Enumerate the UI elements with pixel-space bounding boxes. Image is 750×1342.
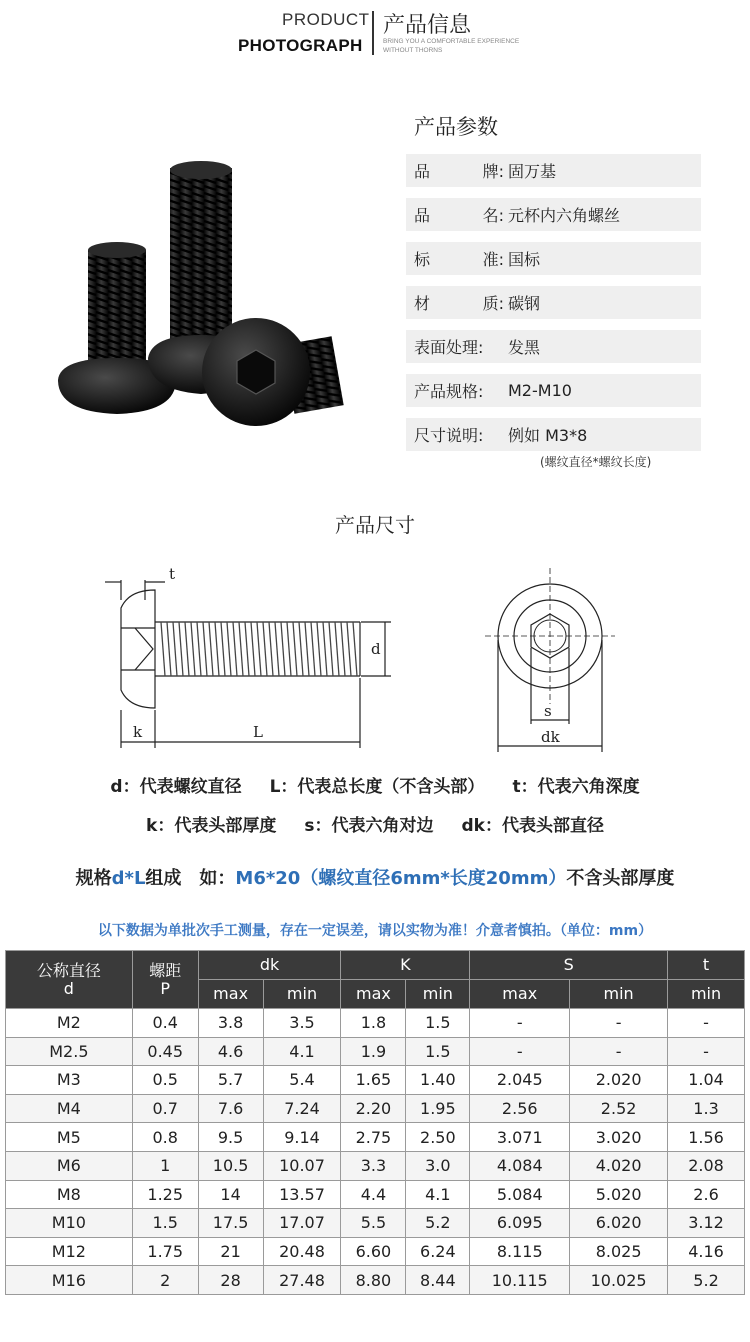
dim-label-s: s	[544, 702, 552, 720]
table-cell: 3.020	[570, 1123, 668, 1152]
legend-d: d：代表螺纹直径	[110, 777, 242, 797]
header-cn-title: 产品信息	[383, 13, 472, 38]
product-photo	[48, 150, 358, 450]
table-cell: 1.3	[668, 1094, 745, 1123]
param-label-part: 尺寸说明:	[414, 426, 484, 445]
th-dk-min: min	[263, 980, 341, 1009]
param-label-part: 名:	[482, 206, 504, 225]
table-cell: 5.4	[263, 1066, 341, 1095]
table-cell: 1.75	[132, 1237, 198, 1266]
table-cell: 5.2	[406, 1209, 470, 1238]
table-cell: 13.57	[263, 1180, 341, 1209]
table-cell: 1.8	[341, 1009, 406, 1038]
table-cell: 4.6	[198, 1037, 263, 1066]
dim-label-dk: dk	[541, 728, 560, 746]
table-cell: 4.4	[341, 1180, 406, 1209]
table-cell: 3.071	[470, 1123, 570, 1152]
param-value: 发黑	[508, 338, 541, 357]
param-value: 固万基	[508, 162, 557, 181]
table-row	[6, 1123, 745, 1152]
table-cell: 2	[132, 1266, 198, 1295]
param-row	[406, 242, 701, 275]
spec-dl: d*L	[111, 868, 146, 889]
th-k-min: min	[406, 980, 470, 1009]
th-pitch	[132, 951, 198, 1009]
table-cell: 3.12	[668, 1209, 745, 1238]
table-cell: M12	[6, 1237, 133, 1266]
table-cell: 0.7	[132, 1094, 198, 1123]
param-row	[406, 374, 701, 407]
spec-suffix: 不含头部厚度	[566, 868, 675, 889]
param-row	[406, 154, 701, 187]
table-cell: 3.3	[341, 1151, 406, 1180]
table-cell: -	[470, 1009, 570, 1038]
th-diameter-sym: d	[63, 978, 74, 998]
table-cell: 8.44	[406, 1266, 470, 1295]
th-diameter-cn: 公称直径	[36, 960, 101, 980]
table-cell: -	[668, 1009, 745, 1038]
table-cell: M5	[6, 1123, 133, 1152]
table-cell: 5.020	[570, 1180, 668, 1209]
param-row	[406, 418, 701, 451]
legend-k: k：代表头部厚度	[146, 816, 277, 836]
table-cell: 2.6	[668, 1180, 745, 1209]
spec-mid: 组成 如：	[145, 868, 236, 889]
param-label-part: 品	[414, 162, 431, 181]
th-s-min: min	[570, 980, 668, 1009]
legend-s: s：代表六角对边	[304, 816, 434, 836]
dimensions-title: 产品尺寸	[335, 513, 415, 537]
table-cell: 17.07	[263, 1209, 341, 1238]
header-en-photograph: PHOTOGRAPH	[238, 36, 363, 55]
table-row	[6, 1266, 745, 1295]
table-row	[6, 1237, 745, 1266]
header-subtitle-line2: WITHOUT THORNS	[383, 47, 443, 54]
table-cell: 4.1	[406, 1180, 470, 1209]
table-cell: 10.5	[198, 1151, 263, 1180]
th-k: K	[341, 951, 470, 980]
table-cell: M3	[6, 1066, 133, 1095]
th-s: S	[470, 951, 668, 980]
spec-prefix: 规格	[75, 868, 112, 889]
table-cell: -	[668, 1037, 745, 1066]
header-subtitle-line1: BRING YOU A COMFORTABLE EXPERIENCE	[383, 38, 520, 45]
table-cell: 6.24	[406, 1237, 470, 1266]
table-cell: 1	[132, 1151, 198, 1180]
table-cell: 2.75	[341, 1123, 406, 1152]
legend-L: L：代表总长度（不含头部）	[269, 777, 485, 797]
table-cell: 7.24	[263, 1094, 341, 1123]
table-cell: 10.025	[570, 1266, 668, 1295]
table-cell: 9.5	[198, 1123, 263, 1152]
param-row	[406, 198, 701, 231]
th-t: t	[668, 951, 745, 980]
table-cell: 7.6	[198, 1094, 263, 1123]
table-cell: 3.8	[198, 1009, 263, 1038]
table-cell: 6.60	[341, 1237, 406, 1266]
header-divider	[372, 11, 374, 55]
spec-line	[0, 864, 750, 890]
dim-label-k: k	[133, 723, 143, 741]
param-value: 国标	[508, 250, 541, 269]
header-subtitle	[383, 37, 523, 55]
spec-table	[5, 950, 745, 1295]
param-value: M2-M10	[508, 381, 572, 400]
param-label	[414, 423, 504, 446]
table-cell: 5.084	[470, 1180, 570, 1209]
th-dk-max: max	[198, 980, 263, 1009]
legend-dk: dk：代表头部直径	[461, 816, 604, 836]
table-cell: 3.0	[406, 1151, 470, 1180]
table-row	[6, 1180, 745, 1209]
table-cell: 5.5	[341, 1209, 406, 1238]
table-cell: 1.25	[132, 1180, 198, 1209]
th-t-min: min	[668, 980, 745, 1009]
table-cell: 2.52	[570, 1094, 668, 1123]
param-label-part: 牌:	[482, 162, 504, 181]
table-cell: 5.2	[668, 1266, 745, 1295]
param-label	[414, 203, 504, 226]
th-pitch-sym: P	[160, 978, 171, 998]
param-label	[414, 291, 504, 314]
table-cell: 5.7	[198, 1066, 263, 1095]
param-label-part: 材	[414, 294, 431, 313]
param-row	[406, 330, 701, 363]
table-cell: M4	[6, 1094, 133, 1123]
section-header	[0, 8, 750, 58]
table-cell: M2.5	[6, 1037, 133, 1066]
table-cell: M6	[6, 1151, 133, 1180]
params-title: 产品参数	[414, 115, 498, 139]
table-cell: 2.20	[341, 1094, 406, 1123]
table-cell: 6.095	[470, 1209, 570, 1238]
table-cell: 2.045	[470, 1066, 570, 1095]
dim-label-L: L	[253, 723, 263, 741]
table-cell: 1.40	[406, 1066, 470, 1095]
table-row	[6, 1094, 745, 1123]
table-cell: 8.80	[341, 1266, 406, 1295]
param-label-part: 产品规格:	[414, 382, 484, 401]
table-cell: 0.4	[132, 1009, 198, 1038]
params-note: (螺纹直径*螺纹长度)	[540, 455, 652, 469]
table-cell: 4.1	[263, 1037, 341, 1066]
table-cell: 21	[198, 1237, 263, 1266]
table-cell: 4.084	[470, 1151, 570, 1180]
table-cell: 2.56	[470, 1094, 570, 1123]
table-cell: 10.07	[263, 1151, 341, 1180]
dim-label-t: t	[169, 565, 176, 583]
header-en-product: PRODUCT	[282, 10, 370, 29]
param-label-part: 准:	[482, 250, 504, 269]
table-cell: 0.45	[132, 1037, 198, 1066]
param-value: 元杯内六角螺丝	[508, 206, 621, 225]
param-value: 碳钢	[508, 294, 541, 313]
table-cell: 14	[198, 1180, 263, 1209]
table-cell: 1.9	[341, 1037, 406, 1066]
th-s-max: max	[470, 980, 570, 1009]
table-cell: 1.5	[132, 1209, 198, 1238]
table-cell: M2	[6, 1009, 133, 1038]
param-label	[414, 335, 504, 358]
legend-line-1	[0, 772, 750, 797]
th-dk: dk	[198, 951, 341, 980]
table-cell: M16	[6, 1266, 133, 1295]
table-cell: 0.5	[132, 1066, 198, 1095]
table-cell: 1.95	[406, 1094, 470, 1123]
params-list	[406, 154, 701, 462]
measurement-notice: 以下数据为单批次手工测量，存在一定误差，请以实物为准！介意者慎拍。（单位：mm）	[97, 923, 653, 939]
table-cell: 0.8	[132, 1123, 198, 1152]
table-cell: 27.48	[263, 1266, 341, 1295]
table-cell: 9.14	[263, 1123, 341, 1152]
table-cell: 2.08	[668, 1151, 745, 1180]
spec-table-body	[6, 1009, 745, 1295]
table-cell: 28	[198, 1266, 263, 1295]
table-cell: 2.020	[570, 1066, 668, 1095]
table-cell: 1.5	[406, 1037, 470, 1066]
table-row	[6, 1066, 745, 1095]
table-cell: M10	[6, 1209, 133, 1238]
dimension-diagram	[95, 560, 635, 760]
table-cell: 4.020	[570, 1151, 668, 1180]
dim-label-d: d	[371, 640, 381, 658]
param-label	[414, 247, 504, 270]
th-pitch-cn: 螺距	[149, 960, 182, 980]
table-cell: 8.025	[570, 1237, 668, 1266]
table-row	[6, 1037, 745, 1066]
table-row	[6, 1151, 745, 1180]
legend-t: t：代表六角深度	[512, 777, 640, 797]
table-row	[6, 1009, 745, 1038]
table-cell: 8.115	[470, 1237, 570, 1266]
table-cell: 3.5	[263, 1009, 341, 1038]
th-diameter	[6, 951, 133, 1009]
table-cell: 17.5	[198, 1209, 263, 1238]
table-cell: 6.020	[570, 1209, 668, 1238]
table-cell: 1.04	[668, 1066, 745, 1095]
legend-line-2	[0, 811, 750, 836]
table-cell: 1.65	[341, 1066, 406, 1095]
param-label-part: 标	[414, 250, 431, 269]
table-cell: -	[570, 1009, 668, 1038]
spec-example: M6*20（螺纹直径6mm*长度20mm）	[235, 868, 567, 889]
table-cell: -	[470, 1037, 570, 1066]
table-row	[6, 1209, 745, 1238]
table-cell: 1.56	[668, 1123, 745, 1152]
table-cell: M8	[6, 1180, 133, 1209]
table-cell: 1.5	[406, 1009, 470, 1038]
param-label	[414, 379, 504, 402]
param-label-part: 质:	[482, 294, 504, 313]
table-cell: 4.16	[668, 1237, 745, 1266]
table-cell: 20.48	[263, 1237, 341, 1266]
param-row	[406, 286, 701, 319]
th-k-max: max	[341, 980, 406, 1009]
table-cell: 10.115	[470, 1266, 570, 1295]
param-label-part: 表面处理:	[414, 338, 484, 357]
table-cell: -	[570, 1037, 668, 1066]
param-label	[414, 159, 504, 182]
param-value: 例如 M3*8	[508, 426, 588, 445]
table-cell: 2.50	[406, 1123, 470, 1152]
param-label-part: 品	[414, 206, 431, 225]
